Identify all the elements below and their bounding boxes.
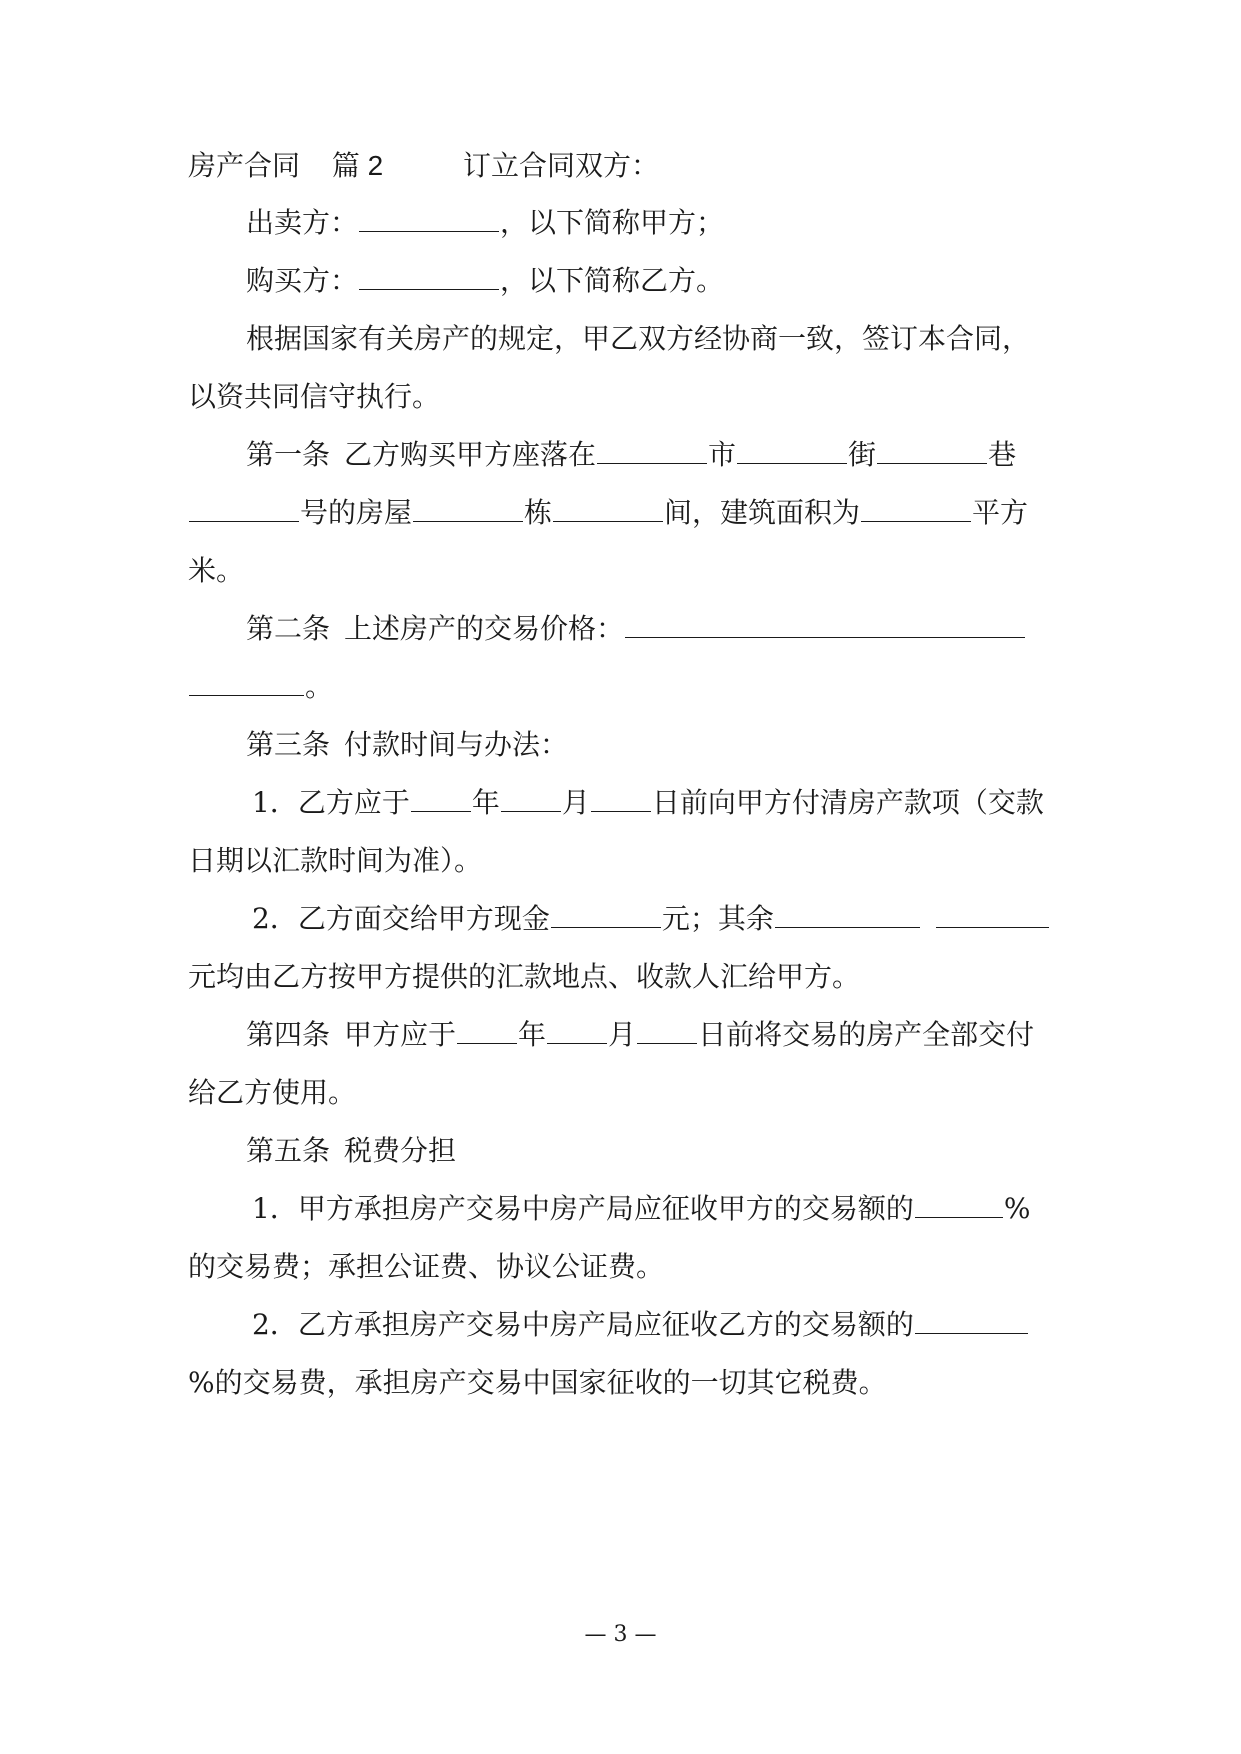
preamble-line-2: 以资共同信守执行。 <box>188 380 441 413</box>
article-5-text: 税费分担 <box>344 1134 457 1167</box>
number-label: 号的房屋 <box>300 496 413 529</box>
article-1-line-2 <box>0 490 1241 536</box>
contract-heading-line <box>0 143 1241 189</box>
seller-rate-percent: % <box>1003 1192 1031 1225</box>
article-5-item-1-line-2: 的交易费；承担公证费、协议公证费。 <box>188 1250 665 1283</box>
year-label: 年 <box>471 786 500 819</box>
article-3-item-1-line-2: 日期以汇款时间为准）。 <box>188 844 483 877</box>
room-label: 间，建筑面积为 <box>664 496 861 529</box>
sqm-label: 平方 <box>972 496 1029 529</box>
article-4-text: 甲方应于 <box>344 1018 457 1051</box>
article-5-item-1-line-1 <box>0 1186 1241 1232</box>
tax-item-2-number: 2． <box>252 1308 298 1341</box>
area-blank <box>861 491 971 522</box>
tax-item-2-text: 乙方承担房产交易中房产局应征收乙方的交易额的 <box>297 1308 914 1341</box>
seller-rate-blank <box>915 1187 1003 1218</box>
tax-item-1-text: 甲方承担房产交易中房产局应征收甲方的交易额的 <box>297 1192 914 1225</box>
item-1-text: 乙方应于 <box>297 786 410 819</box>
seller-line <box>0 200 1241 246</box>
city-label: 市 <box>708 438 737 471</box>
article-3-lead: 第三条 <box>246 728 331 761</box>
delivery-month-label: 月 <box>608 1018 637 1051</box>
street-label: 街 <box>848 438 877 471</box>
article-3-item-2-line-2: 元均由乙方按甲方提供的汇款地点、收款人汇给甲方。 <box>188 960 861 993</box>
item-2-number: 2． <box>252 902 298 935</box>
lane-label: 巷 <box>988 438 1017 471</box>
building-blank <box>413 491 523 522</box>
item-2-text-2: 元；其余 <box>661 902 774 935</box>
preamble-line-1: 根据国家有关房产的规定，甲乙双方经协商一致，签订本合同， <box>246 322 1031 355</box>
article-1-lead: 第一条 <box>246 438 331 471</box>
building-label: 栋 <box>524 496 553 529</box>
article-5-line-1 <box>0 1128 1241 1174</box>
delivery-year-label: 年 <box>518 1018 547 1051</box>
seller-blank <box>359 201 499 232</box>
buyer-line <box>0 258 1241 304</box>
section-label: 篇 2 <box>331 150 384 181</box>
delivery-year-blank <box>457 1013 517 1044</box>
delivery-day-blank <box>637 1013 697 1044</box>
seller-suffix: ，以下简称甲方； <box>500 206 725 239</box>
parties-heading: 订立合同双方： <box>463 149 660 182</box>
room-blank <box>553 491 663 522</box>
number-blank <box>189 491 299 522</box>
article-4-line-2: 给乙方使用。 <box>188 1076 357 1109</box>
cash-blank <box>551 897 661 928</box>
article-1-line-3: 米。 <box>188 554 245 587</box>
remainder-blank-2 <box>936 897 1049 928</box>
item-1-text-2: 日前向甲方付清房产款项（交款 <box>651 786 1044 819</box>
delivery-month-blank <box>547 1013 607 1044</box>
buyer-rate-blank <box>915 1303 1028 1334</box>
contract-title: 房产合同 <box>188 149 301 182</box>
article-5-item-2-line-1 <box>0 1302 1241 1348</box>
article-3-item-2-line-1 <box>0 896 1241 942</box>
article-2-lead: 第二条 <box>246 612 331 645</box>
buyer-label: 购买方： <box>246 264 359 297</box>
article-5-lead: 第五条 <box>246 1134 331 1167</box>
article-3-text: 付款时间与办法： <box>344 728 569 761</box>
item-2-text: 乙方面交给甲方现金 <box>297 902 550 935</box>
year-blank <box>411 781 471 812</box>
article-2-end: 。 <box>305 670 334 703</box>
tax-item-1-number: 1． <box>252 1192 298 1225</box>
article-5-item-2-line-2: %的交易费，承担房产交易中国家征收的一切其它税费。 <box>188 1366 887 1399</box>
page-number: — 3 — <box>584 1622 657 1647</box>
month-blank <box>501 781 561 812</box>
article-1-text: 乙方购买甲方座落在 <box>344 438 597 471</box>
item-1-number: 1． <box>252 786 298 819</box>
article-2-line-1 <box>0 606 1241 652</box>
lane-blank <box>877 433 987 464</box>
remainder-blank <box>775 897 920 928</box>
article-4-text-2: 日前将交易的房产全部交付 <box>698 1018 1035 1051</box>
article-3-line-1 <box>0 722 1241 768</box>
price-blank-continued <box>189 665 304 696</box>
street-blank <box>737 433 847 464</box>
article-2-text: 上述房产的交易价格： <box>344 612 625 645</box>
article-1-line-1 <box>0 432 1241 478</box>
day-blank <box>591 781 651 812</box>
article-4-line-1 <box>0 1012 1241 1058</box>
city-blank <box>597 433 707 464</box>
article-3-item-1-line-1 <box>0 780 1241 826</box>
buyer-blank <box>359 259 499 290</box>
price-blank <box>625 607 1025 638</box>
month-label: 月 <box>561 786 590 819</box>
article-2-line-2 <box>0 664 1241 710</box>
buyer-suffix: ，以下简称乙方。 <box>500 264 725 297</box>
seller-label: 出卖方： <box>246 206 359 239</box>
article-4-lead: 第四条 <box>246 1018 331 1051</box>
